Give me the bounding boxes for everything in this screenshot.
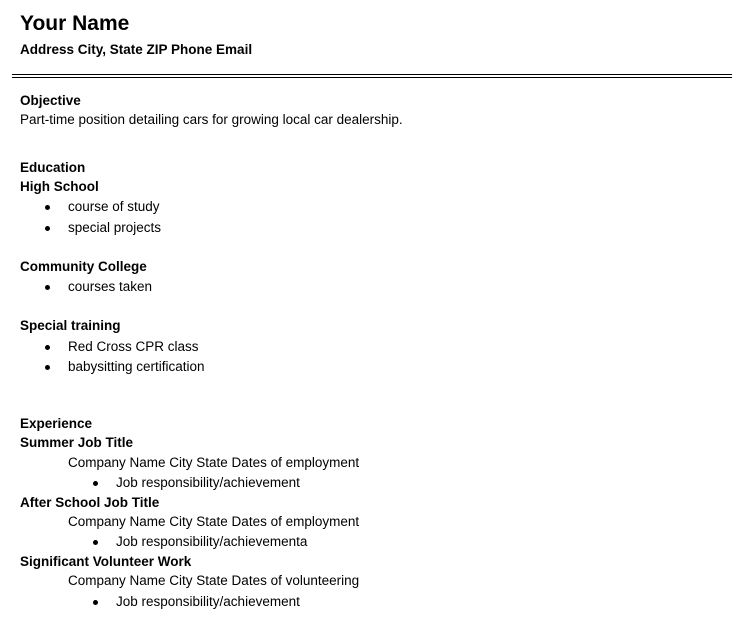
- experience-heading: Experience: [20, 416, 93, 431]
- list-item: babysitting certification: [68, 359, 205, 374]
- bullet-icon: [45, 285, 50, 290]
- header-divider-top: [12, 74, 732, 75]
- objective-heading: Objective: [20, 93, 81, 108]
- bullet-icon: [93, 600, 98, 605]
- job-bullet: Job responsibility/achievement: [116, 594, 300, 609]
- job-company-line: Company Name City State Dates of employment: [68, 455, 360, 470]
- bullet-icon: [45, 365, 50, 370]
- education-heading: Education: [20, 160, 86, 175]
- list-item: special projects: [68, 220, 162, 235]
- bullet-icon: [93, 481, 98, 486]
- resume-name: Your Name: [20, 12, 130, 35]
- bullet-icon: [45, 345, 50, 350]
- job-company-line: Company Name City State Dates of volunteering: [68, 573, 360, 588]
- header-divider-bottom: [12, 77, 732, 78]
- bullet-icon: [45, 226, 50, 231]
- community-college-title: Community College: [20, 259, 147, 274]
- bullet-icon: [45, 205, 50, 210]
- job-bullet: Job responsibility/achievement: [116, 475, 300, 490]
- list-item: Red Cross CPR class: [68, 339, 199, 354]
- list-item: courses taken: [68, 279, 153, 294]
- list-item: course of study: [68, 199, 160, 214]
- contact-line: Address City, State ZIP Phone Email: [20, 42, 253, 57]
- job-company-line: Company Name City State Dates of employment: [68, 514, 360, 529]
- special-training-title: Special training: [20, 318, 121, 333]
- job-title: Summer Job Title: [20, 435, 134, 450]
- job-title: After School Job Title: [20, 495, 160, 510]
- job-title: Significant Volunteer Work: [20, 554, 192, 569]
- job-bullet: Job responsibility/achievementa: [116, 534, 308, 549]
- high-school-title: High School: [20, 179, 99, 194]
- objective-text: Part-time position detailing cars for growing local car dealership.: [20, 112, 403, 127]
- bullet-icon: [93, 540, 98, 545]
